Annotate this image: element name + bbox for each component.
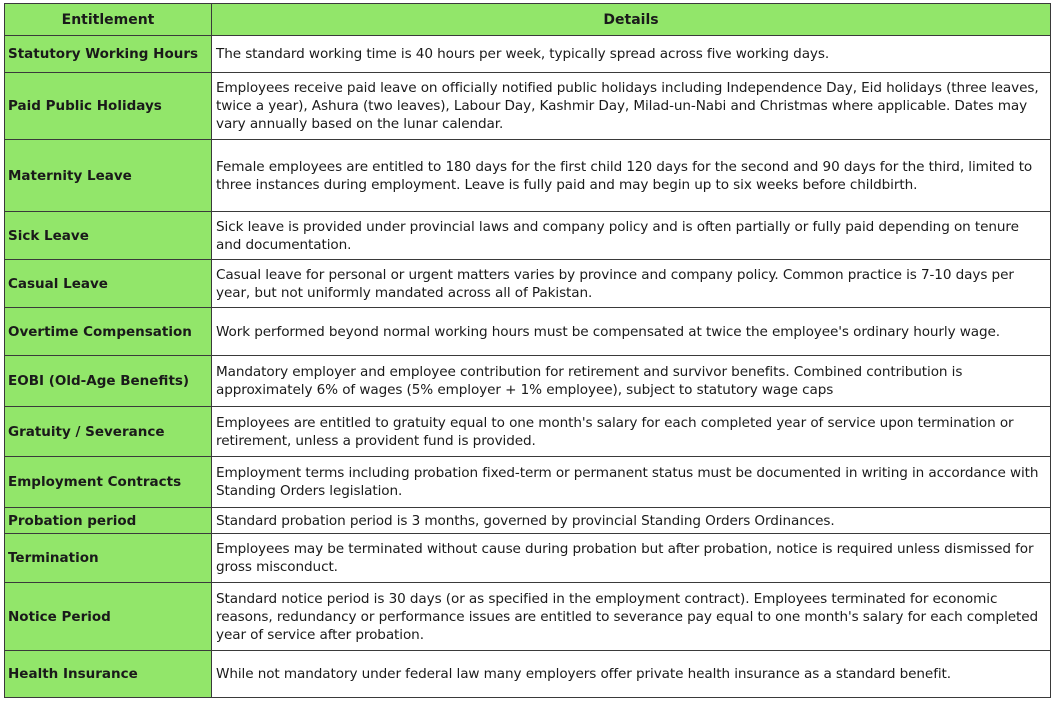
entitlement-cell: Overtime Compensation (5, 308, 212, 356)
table-row (5, 457, 1051, 508)
details-cell: Female employees are entitled to 180 days for the first child 120 days for the second and 90 days for the third, limited to three instances during employment. Leave is fully paid and may begin up to six weeks before childbirth. (212, 140, 1051, 212)
entitlement-cell: Casual Leave (5, 260, 212, 308)
table-row (5, 534, 1051, 583)
header-row (5, 4, 1051, 36)
table-row (5, 260, 1051, 308)
details-cell: Employees are entitled to gratuity equal to one month's salary for each completed year of service upon termination or retirement, unless a provident fund is provided. (212, 407, 1051, 457)
details-cell: Employees receive paid leave on officially notified public holidays including Independence Day, Eid holidays (three leaves, twice a year), Ashura (two leaves), Labour Day, Kashmir Day, Milad-un-Nabi and Christmas where applicable. Dates may vary annually based on the lunar calendar. (212, 73, 1051, 140)
details-cell: Sick leave is provided under provincial laws and company policy and is often partially or fully paid depending on tenure and documentation. (212, 212, 1051, 260)
details-cell: Employees may be terminated without cause during probation but after probation, notice is required unless dismissed for gross misconduct. (212, 534, 1051, 583)
header-entitlement: Entitlement (5, 4, 212, 36)
details-cell: Work performed beyond normal working hours must be compensated at twice the employee's ordinary hourly wage. (212, 308, 1051, 356)
table-row (5, 140, 1051, 212)
entitlement-cell: Health Insurance (5, 651, 212, 698)
details-cell: While not mandatory under federal law many employers offer private health insurance as a standard benefit. (212, 651, 1051, 698)
entitlement-cell: EOBI (Old-Age Benefits) (5, 356, 212, 407)
details-cell: Casual leave for personal or urgent matters varies by province and company policy. Common practice is 7-10 days per year, but not uniformly mandated across all of Pakistan. (212, 260, 1051, 308)
table-row (5, 308, 1051, 356)
entitlement-cell: Employment Contracts (5, 457, 212, 508)
entitlement-cell: Notice Period (5, 583, 212, 651)
table-row (5, 651, 1051, 698)
entitlements-table-container (4, 3, 1051, 698)
table-row (5, 36, 1051, 73)
entitlement-cell: Paid Public Holidays (5, 73, 212, 140)
table-row (5, 356, 1051, 407)
table-row (5, 212, 1051, 260)
table-row (5, 73, 1051, 140)
entitlement-cell: Maternity Leave (5, 140, 212, 212)
details-cell: Mandatory employer and employee contribution for retirement and survivor benefits. Combined contribution is approximately 6% of wages (5% employer + 1% employee), subject to statutory wage caps (212, 356, 1051, 407)
entitlement-cell: Statutory Working Hours (5, 36, 212, 73)
entitlements-table (4, 3, 1051, 698)
table-row (5, 508, 1051, 534)
details-cell: Employment terms including probation fixed-term or permanent status must be documented in writing in accordance with Standing Orders legislation. (212, 457, 1051, 508)
details-cell: Standard notice period is 30 days (or as specified in the employment contract). Employees terminated for economic reasons, redundancy or performance issues are entitled to severance pay equal to one month's salary for each completed year of service after probation. (212, 583, 1051, 651)
entitlement-cell: Gratuity / Severance (5, 407, 212, 457)
header-details: Details (212, 4, 1051, 36)
details-cell: Standard probation period is 3 months, governed by provincial Standing Orders Ordinances. (212, 508, 1051, 534)
table-row (5, 407, 1051, 457)
entitlement-cell: Termination (5, 534, 212, 583)
table-row (5, 583, 1051, 651)
entitlement-cell: Sick Leave (5, 212, 212, 260)
details-cell: The standard working time is 40 hours per week, typically spread across five working days. (212, 36, 1051, 73)
entitlement-cell: Probation period (5, 508, 212, 534)
